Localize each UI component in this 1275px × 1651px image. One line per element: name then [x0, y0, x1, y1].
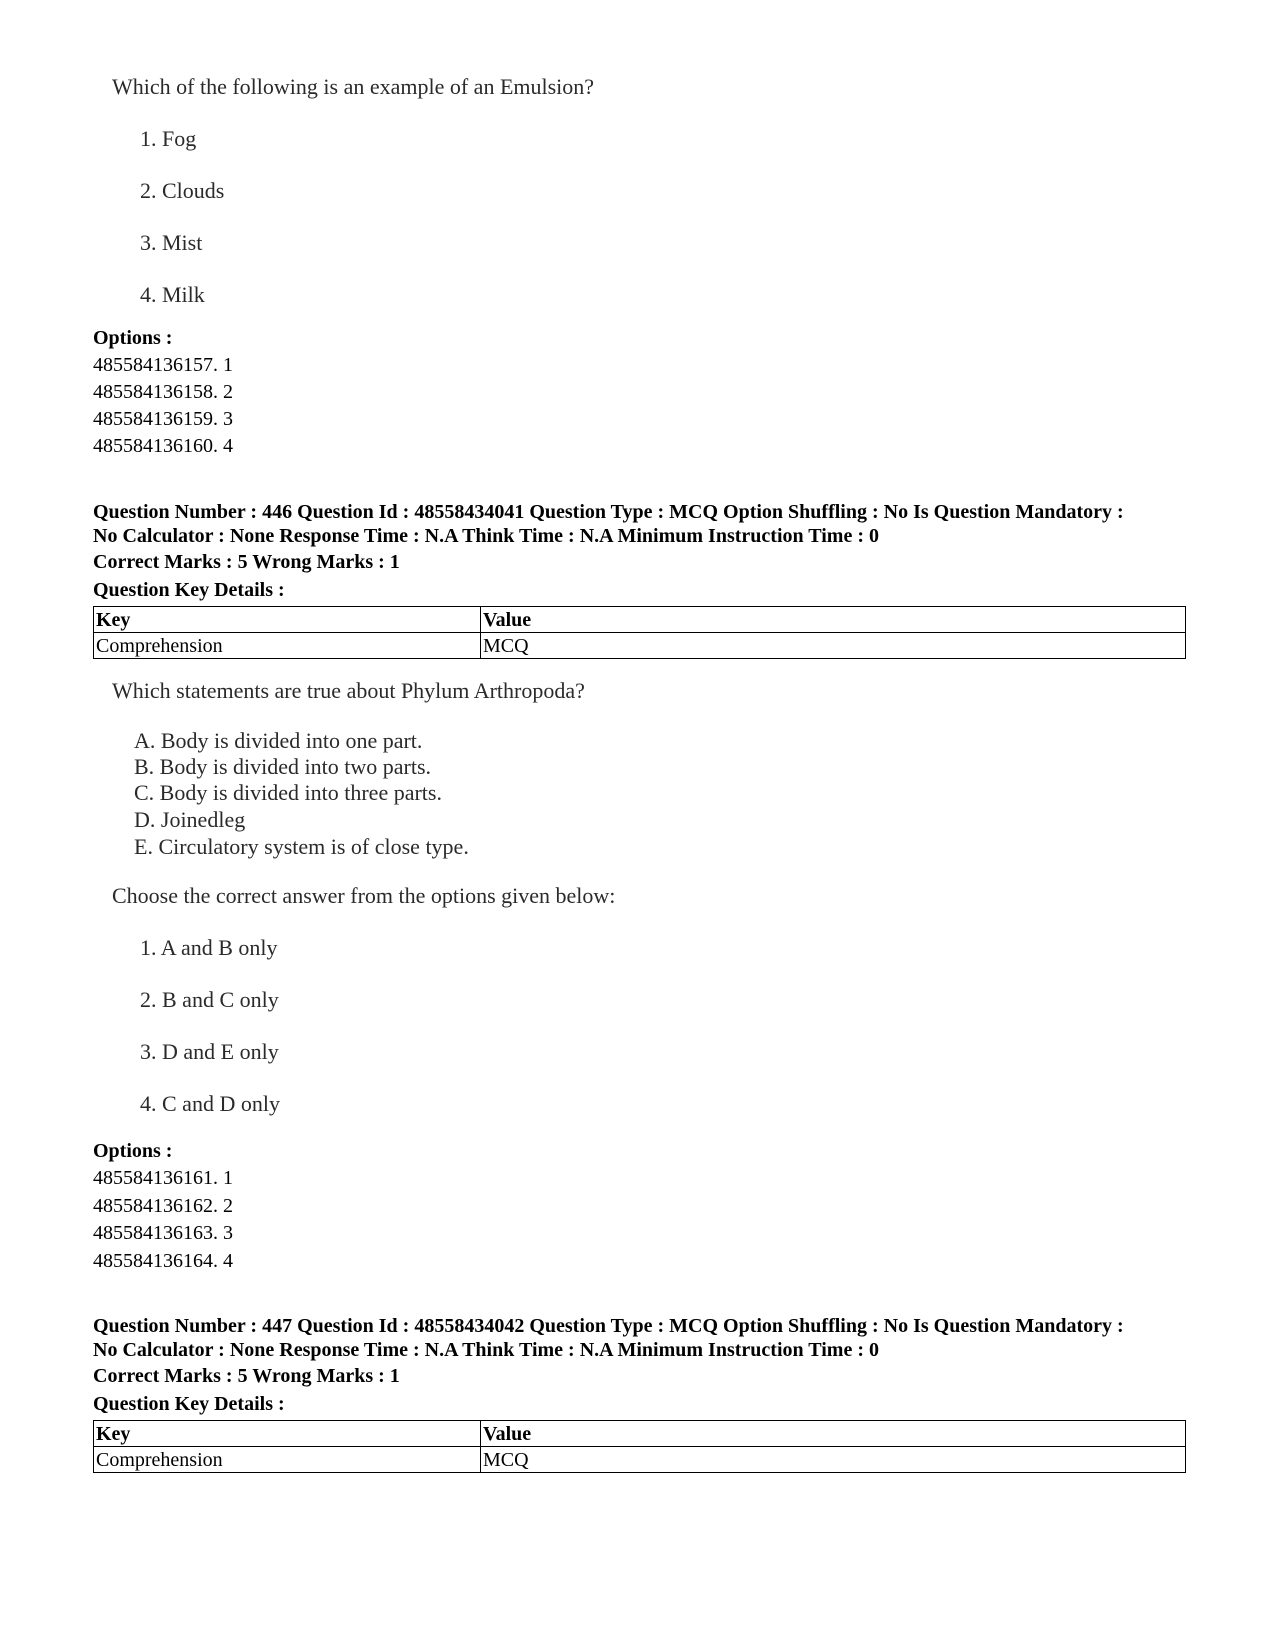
option-id-line: 485584136162. 2 — [93, 1195, 233, 1217]
table-cell-value: MCQ — [481, 633, 1186, 659]
choice-item: 2. Clouds — [140, 178, 225, 203]
options-title: Options : — [93, 1140, 173, 1162]
statement-item: E. Circulatory system is of close type. — [134, 834, 469, 859]
key-value-table — [93, 1420, 1186, 1473]
question-meta — [93, 500, 1203, 548]
question-meta-line1: Question Number : 447 Question Id : 48558434042 Question Type : MCQ Option Shuffling : No Is Question Mandatory : — [93, 1315, 1124, 1337]
options-title: Options : — [93, 327, 173, 349]
marks-line: Correct Marks : 5 Wrong Marks : 1 — [93, 1365, 400, 1387]
question-meta-line2: No Calculator : None Response Time : N.A Think Time : N.A Minimum Instruction Time : 0 — [93, 525, 879, 547]
choice-item: 2. B and C only — [140, 987, 279, 1012]
table-header-key: Key — [94, 607, 481, 633]
statement-item: B. Body is divided into two parts. — [134, 754, 431, 779]
table-header-key: Key — [94, 1421, 481, 1447]
table-row — [94, 1447, 1186, 1473]
table-row — [94, 633, 1186, 659]
question-image-emulsion — [112, 74, 1012, 314]
table-header-row — [94, 607, 1186, 633]
choice-item: 3. D and E only — [140, 1039, 279, 1064]
question-image-arthropoda — [112, 678, 1012, 1118]
question-meta-line1: Question Number : 446 Question Id : 48558434041 Question Type : MCQ Option Shuffling : No Is Question Mandatory : — [93, 501, 1124, 523]
choice-item: 1. A and B only — [140, 935, 278, 960]
option-id-line: 485584136163. 3 — [93, 1222, 233, 1244]
table-cell-key: Comprehension — [94, 1447, 481, 1473]
choice-item: 1. Fog — [140, 126, 197, 151]
option-id-line: 485584136164. 4 — [93, 1250, 233, 1272]
option-id-line: 485584136160. 4 — [93, 435, 233, 457]
marks-line: Correct Marks : 5 Wrong Marks : 1 — [93, 551, 400, 573]
choice-item: 3. Mist — [140, 230, 203, 255]
statement-item: C. Body is divided into three parts. — [134, 780, 442, 805]
table-header-value: Value — [481, 607, 1186, 633]
table-header-value: Value — [481, 1421, 1186, 1447]
table-cell-value: MCQ — [481, 1447, 1186, 1473]
question-text: Which of the following is an example of an Emulsion? — [112, 74, 595, 99]
key-value-table — [93, 606, 1186, 659]
option-id-line: 485584136159. 3 — [93, 408, 233, 430]
option-id-line: 485584136161. 1 — [93, 1167, 233, 1189]
question-meta — [93, 1314, 1203, 1362]
question-text: Which statements are true about Phylum Arthropoda? — [112, 678, 585, 703]
statement-item: D. Joinedleg — [134, 807, 246, 832]
key-details-title: Question Key Details : — [93, 1393, 285, 1415]
instruction-text: Choose the correct answer from the options given below: — [112, 883, 616, 908]
statement-item: A. Body is divided into one part. — [134, 728, 423, 753]
option-id-line: 485584136158. 2 — [93, 381, 233, 403]
question-meta-line2: No Calculator : None Response Time : N.A Think Time : N.A Minimum Instruction Time : 0 — [93, 1339, 879, 1361]
choice-item: 4. Milk — [140, 282, 205, 307]
table-header-row — [94, 1421, 1186, 1447]
key-details-title: Question Key Details : — [93, 579, 285, 601]
choice-item: 4. C and D only — [140, 1091, 280, 1116]
table-cell-key: Comprehension — [94, 633, 481, 659]
option-id-line: 485584136157. 1 — [93, 354, 233, 376]
